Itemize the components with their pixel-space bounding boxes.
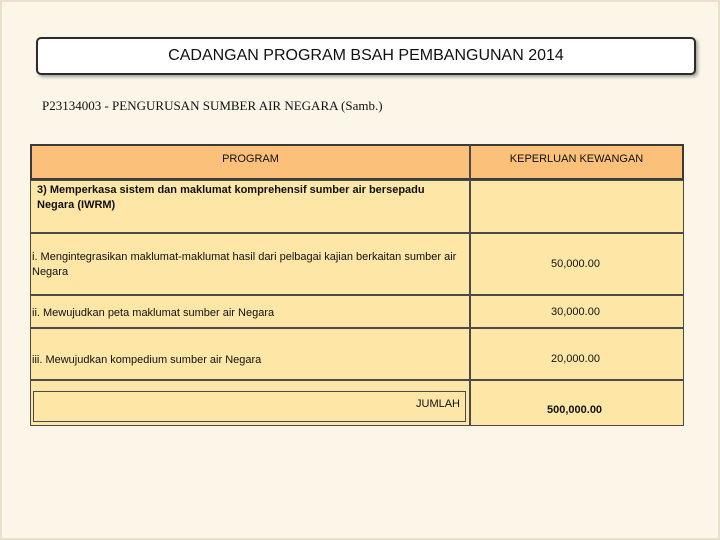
amount-value: 30,000.00: [551, 306, 600, 318]
program-item-label: i. Mengintegrasikan maklumat-maklumat hasil dari pelbagai kajian berkaitan sumber air Negara: [32, 251, 457, 278]
table-row-program: [30, 295, 470, 328]
table-row-amount: [470, 328, 684, 380]
header-program-label: PROGRAM: [222, 153, 279, 165]
amount-value: 20,000.00: [551, 353, 600, 365]
table-row-amount: [470, 233, 684, 295]
section-heading: 3) Memperkasa sistem dan maklumat komprehensif sumber air bersepadu Negara (IWRM): [37, 184, 425, 211]
slide-title-box: [36, 37, 696, 75]
total-label: JUMLAH: [416, 398, 461, 410]
header-amount-label: KEPERLUAN KEWANGAN: [509, 153, 644, 165]
table-row-program: [30, 233, 470, 295]
program-item-label: ii. Mewujudkan peta maklumat sumber air Negara: [32, 307, 275, 319]
program-code-subtitle: P23134003 - PENGURUSAN SUMBER AIR NEGARA (Samb.): [42, 98, 383, 113]
total-row-amount: [470, 380, 684, 426]
program-item-label: iii. Mewujudkan kompedium sumber air Negara: [32, 354, 262, 366]
table-row-amount: [470, 295, 684, 328]
header-program: [30, 144, 470, 180]
table-row-amount: [470, 180, 684, 233]
slide-title: CADANGAN PROGRAM BSAH PEMBANGUNAN 2014: [168, 47, 564, 64]
total-amount: 500,000.00: [547, 404, 603, 416]
total-label-box: [33, 391, 466, 422]
header-amount: [470, 144, 684, 180]
table-row-program: [30, 328, 470, 380]
table-row-program: [30, 180, 470, 233]
amount-value: 50,000.00: [551, 258, 600, 270]
